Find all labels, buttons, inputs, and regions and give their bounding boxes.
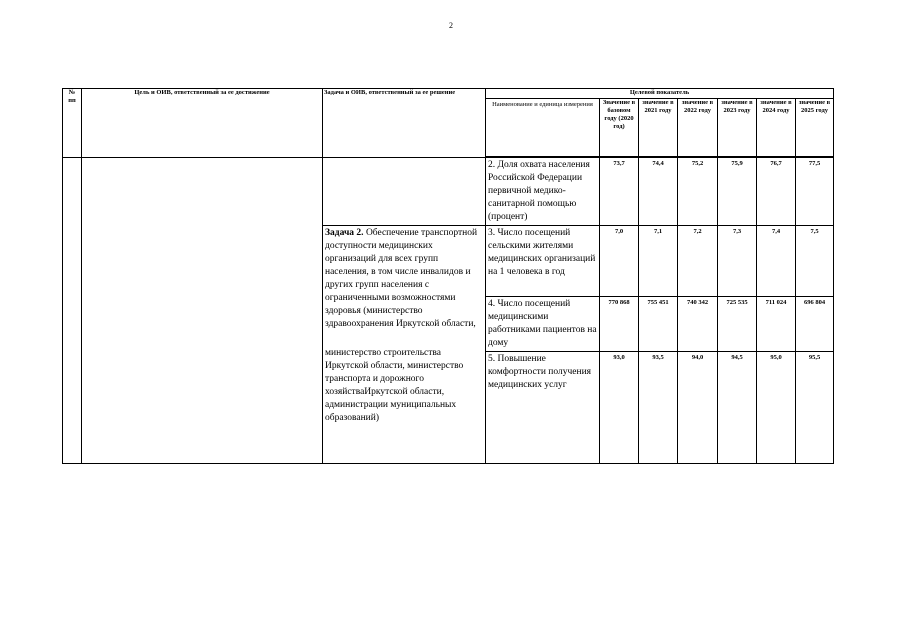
indicator-name: 2. Доля охвата населения Российской Федерации первичной медико-санитарной помощью (процент) <box>486 158 600 226</box>
header-number-pp: пп <box>68 97 76 104</box>
indicator-name: 5. Повышение комфортности получения медицинских услуг <box>486 352 600 464</box>
cell-task-empty <box>323 158 486 226</box>
task-text: Обеспечение транспортной доступности медицинских организаций для всех групп населения, в том числе инвалидов и других групп населения с ограниченными возможностями здоровья (министерство здравоохранения Иркутской области, <box>325 228 478 329</box>
value-2023: 75,9 <box>718 158 757 226</box>
header-indicator <box>486 89 834 99</box>
value-2025: 696 804 <box>796 297 834 352</box>
value-2021: 93,5 <box>639 352 678 464</box>
indicator-name: 3. Число посещений сельскими жителями медицинских организаций на 1 человека в год <box>486 226 600 297</box>
header-goal-text: Цель и ОИВ, ответственный за ее достижение <box>134 89 270 96</box>
header-2025: значение в 2025 году <box>796 99 834 157</box>
task-label: Задача 2. <box>325 228 364 238</box>
value-base: 73,7 <box>600 158 639 226</box>
value-2021: 7,1 <box>639 226 678 297</box>
header-2024: значение в 2024 году <box>757 99 796 157</box>
value-2022: 94,0 <box>678 352 718 464</box>
header-goal <box>82 89 323 158</box>
value-2025: 77,5 <box>796 158 834 226</box>
header-2023: значение в 2023 году <box>718 99 757 157</box>
task-text-continued: министерство строительства Иркутской области, министерство транспорта и дорожного хозяйстваИркутской области, администрации муниципальных образований) <box>325 348 464 423</box>
value-base: 93,0 <box>600 352 639 464</box>
value-2021: 74,4 <box>639 158 678 226</box>
value-2025: 95,5 <box>796 352 834 464</box>
value-base: 770 868 <box>600 297 639 352</box>
value-2024: 95,0 <box>757 352 796 464</box>
value-2025: 7,5 <box>796 226 834 297</box>
header-name-unit: Наименование и единица измерения <box>486 99 600 157</box>
table-row <box>63 158 834 226</box>
value-2024: 711 024 <box>757 297 796 352</box>
indicator-name: 4. Число посещений медицинскими работниками пациентов на дому <box>486 297 600 352</box>
header-number <box>63 89 82 158</box>
value-2023: 94,5 <box>718 352 757 464</box>
header-base-year: Значение в базовом году (2020 год) <box>600 99 639 157</box>
value-base: 7,0 <box>600 226 639 297</box>
page-number: 2 <box>449 21 453 30</box>
value-2022: 7,2 <box>678 226 718 297</box>
value-2023: 725 535 <box>718 297 757 352</box>
value-2024: 76,7 <box>757 158 796 226</box>
target-indicators-table <box>62 88 834 464</box>
value-2023: 7,3 <box>718 226 757 297</box>
cell-goal <box>82 158 323 464</box>
value-2021: 755 451 <box>639 297 678 352</box>
value-2022: 75,2 <box>678 158 718 226</box>
header-indicator-text: Целевой показатель <box>629 89 690 96</box>
header-task <box>323 89 486 158</box>
cell-number <box>63 158 82 464</box>
value-2022: 740 342 <box>678 297 718 352</box>
header-task-text: Задача и ОИВ, ответственный за ее решение <box>324 89 456 96</box>
header-2021: значение в 2021 году <box>639 99 678 157</box>
cell-task <box>323 226 486 464</box>
header-number-sign: № <box>68 89 76 96</box>
value-2024: 7,4 <box>757 226 796 297</box>
header-2022: значение в 2022 году <box>678 99 718 157</box>
